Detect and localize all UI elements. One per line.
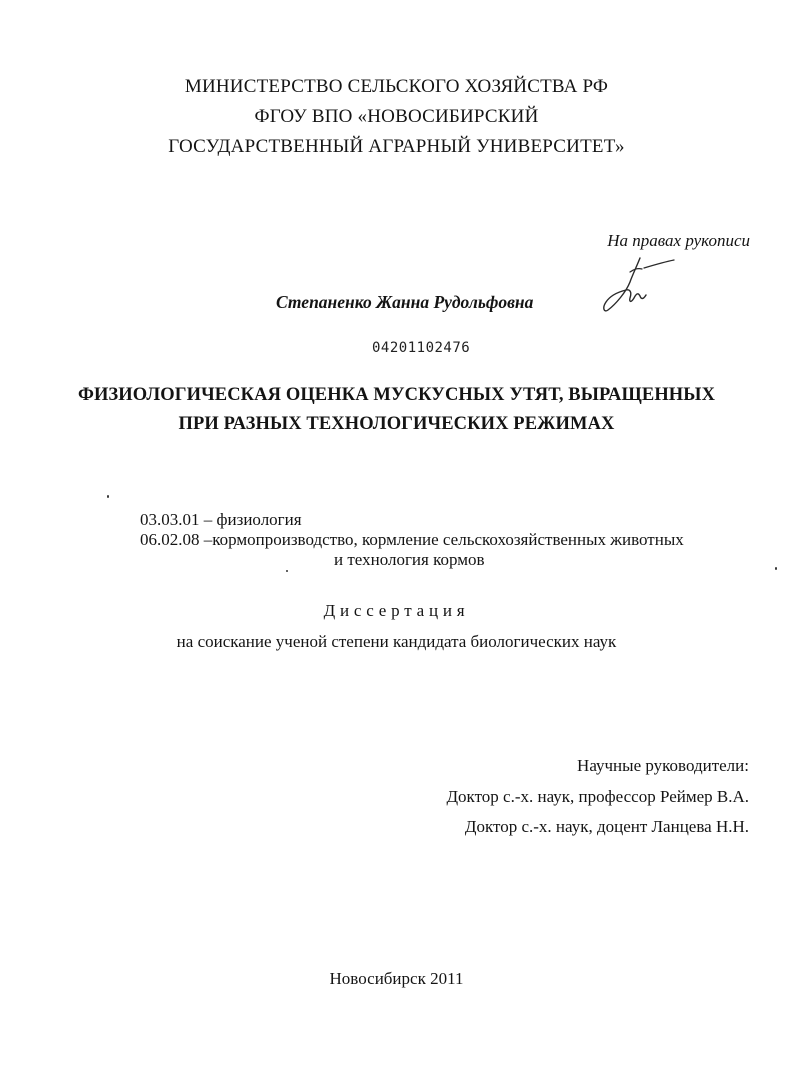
specialty-feed-production-line2: и технология кормов — [334, 550, 485, 569]
signature-stroke-bar — [644, 260, 674, 268]
advisor-lantseva: Доктор с.-х. наук, доцент Ланцева Н.Н. — [464, 817, 749, 836]
manuscript-notice: На правах рукописи — [607, 231, 750, 250]
scan-speck — [286, 570, 288, 572]
institution-name-line1: ФГОУ ВПО «НОВОСИБИРСКИЙ — [254, 106, 539, 127]
scan-speck — [107, 495, 109, 498]
degree-statement: на соискание ученой степени кандидата биологических наук — [176, 632, 617, 651]
city-year: Новосибирск 2011 — [329, 969, 464, 988]
signature-stroke-top — [630, 269, 642, 272]
handwritten-signature — [596, 252, 680, 316]
specialty-feed-production-line1: 06.02.08 –кормопроизводство, кормление сельскохозяйственных животных — [140, 530, 684, 549]
institution-name-line2: ГОСУДАРСТВЕННЫЙ АГРАРНЫЙ УНИВЕРСИТЕТ» — [168, 136, 625, 157]
dissertation-title-line2: ПРИ РАЗНЫХ ТЕХНОЛОГИЧЕСКИХ РЕЖИМАХ — [178, 414, 615, 434]
advisor-reimer: Доктор с.-х. наук, профессор Реймер В.А. — [446, 787, 749, 806]
registration-code: 04201102476 — [372, 340, 471, 356]
document-type: Диссертация — [323, 601, 470, 620]
signature-stroke-main — [604, 258, 646, 311]
ministry-name: МИНИСТЕРСТВО СЕЛЬСКОГО ХОЗЯЙСТВА РФ — [184, 76, 609, 97]
scan-speck — [775, 567, 777, 570]
dissertation-title-line1: ФИЗИОЛОГИЧЕСКАЯ ОЦЕНКА МУСКУСНЫХ УТЯТ, ВЫРАЩЕННЫХ — [77, 385, 716, 405]
advisors-heading: Научные руководители: — [577, 756, 749, 775]
specialty-physiology: 03.03.01 – физиология — [140, 510, 302, 529]
author-name: Степаненко Жанна Рудольфовна — [276, 292, 534, 312]
